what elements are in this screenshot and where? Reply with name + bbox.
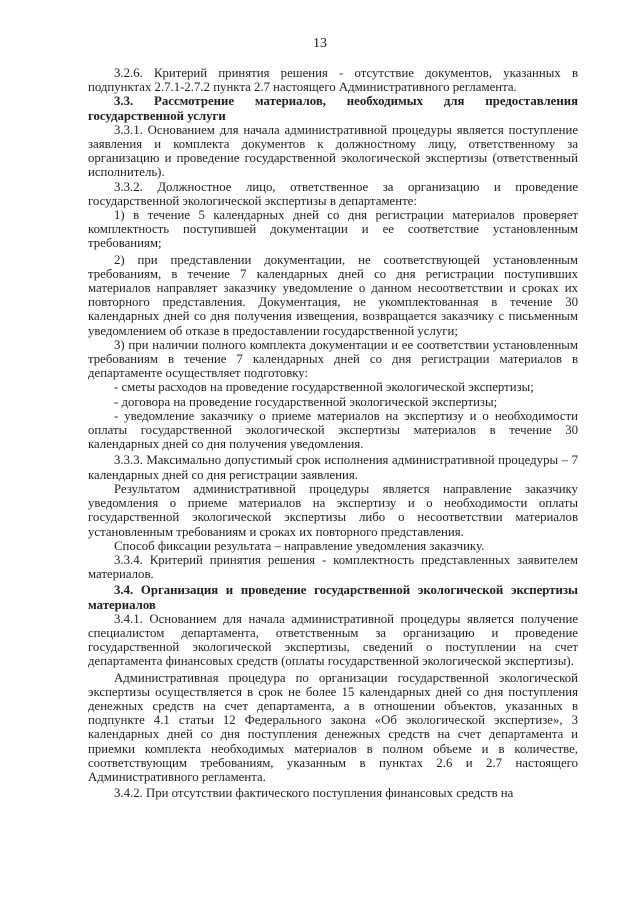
paragraph-result: Результатом административной процедуры является направление заказчику уведомления о приеме материалов на экспертизу и о необходимости оплаты государственной экологической экспертизы либо о несоответствии материалов установленным требованиям и сроках их повторного представления. [88,481,578,539]
section-heading-3-3: 3.3. Рассмотрение материалов, необходимых для предоставления государственной услуги [88,94,578,123]
list-item-3: 3) при наличии полного комплекта документации и ее соответствии установленным требованиям в течение 7 календарных дней со дня регистрации материалов в департаменте осуществляет подготовку: [88,337,578,381]
bullet-item-contract: - договора на проведение государственной экологической экспертизы; [114,394,498,409]
bullet-item-notification: - уведомление заказчику о приеме материалов на экспертизу и о необходимости оплаты государственной экологической экспертизы материалов в течение 30 календарных дней со дня получения уведомления. [88,408,578,452]
paragraph-3-3-3: 3.3.3. Максимально допустимый срок исполнения административной процедуры – 7 календарных дней со дня регистрации заявления. [88,453,578,482]
paragraph-3-3-1: 3.3.1. Основанием для начала административной процедуры является поступление заявления и комплекта документов к должностному лицу, ответственному за организацию и проведение государственной экологической экспертизы (ответственный исполнитель). [88,122,578,180]
bullet-item-estimate: - сметы расходов на проведение государственной экологической экспертизы; [114,380,534,395]
paragraph-3-3-4: 3.3.4. Критерий принятия решения - комплектность представленных заявителем материалов. [88,552,578,582]
paragraph-fixation: Способ фиксации результата – направление уведомления заказчику. [114,538,485,553]
list-item-1: 1) в течение 5 календарных дней со дня регистрации материалов проверяет комплектность поступившей документации и ее соответствие установленным требованиям; [88,208,578,251]
page-number: 13 [313,36,327,51]
paragraph-3-3-2: 3.3.2. Должностное лицо, ответственное за организацию и проведение государственной экологической экспертизы в департаменте: [88,179,578,208]
paragraph-3-2-6: 3.2.6. Критерий принятия решения - отсутствие документов, указанных в подпунктах 2.7.1-2.7.2 пункта 2.7 настоящего Административного регламента. [88,66,578,95]
paragraph-3-4-1: 3.4.1. Основанием для начала административной процедуры является получение специалистом департамента, ответственным за организацию и проведение государственной экологической экспертизы, сведений о поступлении на счет департамента финансовых средств (оплаты государственной экологической экспертизы). [88,611,578,669]
paragraph-admin-procedure: Административная процедура по организации государственной экологической экспертизы осуществляется в срок не более 15 календарных дней со дня поступления денежных средств на счет департамента, а в отношении объектов, указанных в подпункте 4.1 статьи 12 Федерального закона «Об экологической экспертизе», 3 календарных дней со дня поступления денежных средств на счет департамента и приемки комплекта необходимых материалов в полном объеме и в количестве, соответствующим требованиям, указанным в пунктах 2.6 и 2.7 настоящего Административного регламента. [88,670,578,784]
paragraph-3-4-2: 3.4.2. При отсутствии фактического поступления финансовых средств на [114,786,514,801]
list-item-2: 2) при представлении документации, не соответствующей установленным требованиям, в течение 7 календарных дней со дня регистрации поступивших материалов направляет заказчику уведомление о данном несоответствии и сроках их повторного представления. Документация, не укомплектованная в течение 30 календарных дней со дня получения извещения, возвращается заказчику с письменным уведомлением об отказе в предоставлении государственной услуги; [88,252,578,338]
section-heading-3-4: 3.4. Организация и проведение государственной экологической экспертизы материалов [88,583,578,612]
document-body [88,66,578,800]
